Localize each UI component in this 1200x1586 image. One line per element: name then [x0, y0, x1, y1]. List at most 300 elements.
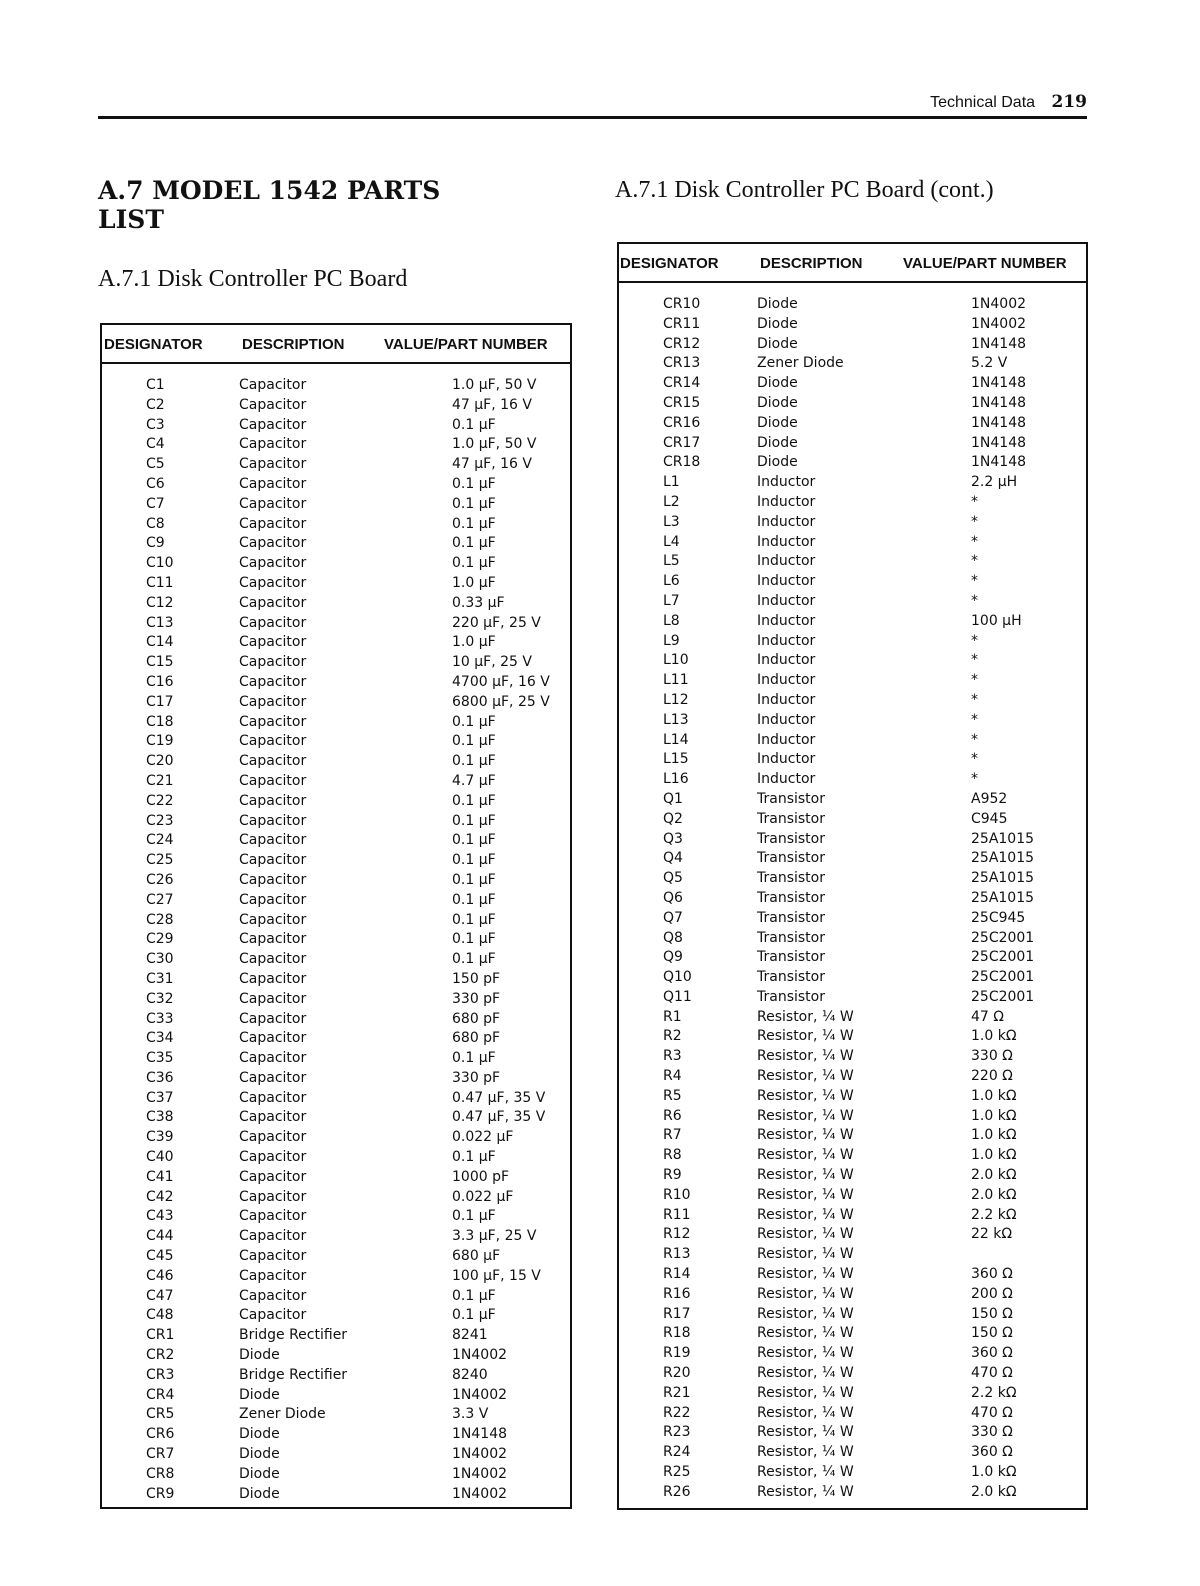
designator-cell: Q3: [663, 830, 683, 847]
designator-cell: C48: [146, 1307, 174, 1324]
designator-cell: R3: [663, 1048, 682, 1065]
table-body: [102, 376, 570, 1504]
description-cell: Diode: [757, 434, 798, 451]
value-cell: 470 Ω: [971, 1365, 1013, 1382]
table-row: [102, 1485, 570, 1505]
designator-cell: R8: [663, 1147, 682, 1164]
table-row: [102, 534, 570, 554]
value-cell: 0.1 µF: [452, 733, 496, 750]
table-row: [102, 1010, 570, 1030]
header-rule: [98, 116, 1087, 119]
table-row: [619, 711, 1086, 731]
designator-cell: R22: [663, 1404, 691, 1421]
description-cell: Capacitor: [239, 970, 307, 987]
designator-cell: C14: [146, 634, 174, 651]
designator-cell: CR9: [146, 1485, 175, 1502]
table-row: [619, 592, 1086, 612]
designator-cell: R23: [663, 1424, 691, 1441]
description-cell: Capacitor: [239, 1208, 307, 1225]
table-row: [102, 891, 570, 911]
value-cell: 8240: [452, 1366, 488, 1383]
description-cell: Resistor, ¼ W: [757, 1444, 854, 1461]
table-row: [102, 1049, 570, 1069]
description-cell: Resistor, ¼ W: [757, 1147, 854, 1164]
value-cell: *: [971, 652, 978, 669]
value-cell: 10 µF, 25 V: [452, 654, 532, 671]
designator-cell: L14: [663, 731, 689, 748]
designator-cell: C16: [146, 673, 174, 690]
table-row: [102, 693, 570, 713]
designator-cell: C30: [146, 951, 174, 968]
value-cell: 25A1015: [971, 830, 1035, 847]
description-cell: Capacitor: [239, 753, 307, 770]
value-cell: 1N4148: [971, 434, 1027, 451]
table-row: [102, 1247, 570, 1267]
designator-cell: C4: [146, 436, 165, 453]
description-cell: Transistor: [757, 988, 825, 1005]
description-cell: Inductor: [757, 573, 816, 590]
designator-cell: C42: [146, 1188, 174, 1205]
table-row: [102, 871, 570, 891]
table-row: [102, 633, 570, 653]
description-cell: Capacitor: [239, 871, 307, 888]
designator-cell: Q8: [663, 929, 683, 946]
value-cell: 0.1 µF: [452, 515, 496, 532]
designator-cell: CR16: [663, 414, 701, 431]
designator-cell: C33: [146, 1010, 174, 1027]
designator-cell: Q5: [663, 870, 683, 887]
value-cell: 1N4002: [452, 1465, 508, 1482]
value-cell: *: [971, 592, 978, 609]
description-cell: Resistor, ¼ W: [757, 1483, 854, 1500]
designator-cell: R14: [663, 1266, 691, 1283]
designator-cell: C46: [146, 1267, 174, 1284]
designator-cell: C44: [146, 1228, 174, 1245]
designator-cell: Q4: [663, 850, 683, 867]
description-cell: Resistor, ¼ W: [757, 1226, 854, 1243]
value-cell: 3.3 µF, 25 V: [452, 1228, 537, 1245]
description-cell: Capacitor: [239, 1109, 307, 1126]
description-cell: Capacitor: [239, 1050, 307, 1067]
value-cell: *: [971, 672, 978, 689]
designator-cell: CR5: [146, 1406, 175, 1423]
table-row: [619, 1285, 1086, 1305]
value-cell: 0.1 µF: [452, 475, 496, 492]
designator-cell: CR3: [146, 1366, 175, 1383]
value-cell: 0.47 µF, 35 V: [452, 1109, 546, 1126]
table-row: [102, 515, 570, 535]
page-number: 219: [1051, 92, 1087, 112]
table-row: [102, 1168, 570, 1188]
table-row: [619, 691, 1086, 711]
table-row: [102, 1386, 570, 1406]
header-designator: DESIGNATOR: [620, 255, 719, 272]
description-cell: Inductor: [757, 553, 816, 570]
table-row: [102, 990, 570, 1010]
value-cell: 0.1 µF: [452, 1208, 496, 1225]
table-row: [619, 533, 1086, 553]
table-row: [619, 1186, 1086, 1206]
designator-cell: R26: [663, 1483, 691, 1500]
value-cell: 330 Ω: [971, 1424, 1013, 1441]
value-cell: 1.0 kΩ: [971, 1464, 1017, 1481]
description-cell: Capacitor: [239, 515, 307, 532]
value-cell: 100 µF, 15 V: [452, 1267, 541, 1284]
description-cell: Bridge Rectifier: [239, 1366, 348, 1383]
designator-cell: R25: [663, 1464, 691, 1481]
designator-cell: C12: [146, 594, 174, 611]
designator-cell: C1: [146, 377, 165, 393]
table-row: [619, 731, 1086, 751]
description-cell: Capacitor: [239, 1069, 307, 1086]
value-cell: 1.0 kΩ: [971, 1028, 1017, 1045]
value-cell: 2.0 kΩ: [971, 1483, 1017, 1500]
description-cell: Capacitor: [239, 535, 307, 552]
description-cell: Inductor: [757, 513, 816, 530]
parts-table-right: [617, 242, 1088, 1510]
table-row: [619, 513, 1086, 533]
table-row: [102, 614, 570, 634]
designator-cell: C27: [146, 891, 174, 908]
designator-cell: C7: [146, 495, 165, 512]
designator-cell: R24: [663, 1444, 691, 1461]
value-cell: *: [971, 553, 978, 570]
table-row: [619, 453, 1086, 473]
description-cell: Capacitor: [239, 990, 307, 1007]
table-row: [619, 849, 1086, 869]
description-cell: Resistor, ¼ W: [757, 1246, 854, 1263]
value-cell: 100 µH: [971, 612, 1022, 629]
description-cell: Resistor, ¼ W: [757, 1048, 854, 1065]
table-row: [619, 889, 1086, 909]
value-cell: 2.0 kΩ: [971, 1186, 1017, 1203]
designator-cell: R6: [663, 1107, 682, 1124]
table-row: [619, 1166, 1086, 1186]
table-row: [102, 1405, 570, 1425]
designator-cell: C24: [146, 832, 174, 849]
value-cell: 47 µF, 16 V: [452, 456, 532, 473]
designator-cell: C34: [146, 1030, 174, 1047]
value-cell: 8241: [452, 1327, 488, 1344]
description-cell: Resistor, ¼ W: [757, 1068, 854, 1085]
table-row: [619, 968, 1086, 988]
table-row: [102, 831, 570, 851]
description-cell: Inductor: [757, 751, 816, 768]
table-row: [619, 1344, 1086, 1364]
table-row: [619, 1107, 1086, 1127]
table-row: [102, 752, 570, 772]
table-row: [619, 1364, 1086, 1384]
table-row: [619, 1047, 1086, 1067]
value-cell: 470 Ω: [971, 1404, 1013, 1421]
designator-cell: R9: [663, 1167, 682, 1184]
designator-cell: C6: [146, 475, 165, 492]
value-cell: 200 Ω: [971, 1285, 1013, 1302]
value-cell: 0.1 µF: [452, 812, 496, 829]
description-cell: Capacitor: [239, 495, 307, 512]
table-row: [102, 1346, 570, 1366]
value-cell: *: [971, 573, 978, 590]
value-cell: 47 Ω: [971, 1008, 1004, 1025]
table-row: [102, 554, 570, 574]
header-description: DESCRIPTION: [242, 336, 345, 353]
designator-cell: C36: [146, 1069, 174, 1086]
table-row: [102, 1465, 570, 1485]
table-row: [619, 948, 1086, 968]
value-cell: 1N4002: [452, 1347, 508, 1364]
table-row: [619, 295, 1086, 315]
designator-cell: C45: [146, 1248, 174, 1265]
designator-cell: CR4: [146, 1386, 175, 1403]
description-cell: Capacitor: [239, 931, 307, 948]
designator-cell: C15: [146, 654, 174, 671]
designator-cell: CR7: [146, 1446, 175, 1463]
designator-cell: C17: [146, 693, 174, 710]
designator-cell: C5: [146, 456, 165, 473]
table-row: [102, 950, 570, 970]
table-row: [102, 1207, 570, 1227]
designator-cell: C21: [146, 772, 174, 789]
designator-cell: Q1: [663, 790, 683, 807]
designator-cell: CR10: [663, 296, 701, 312]
value-cell: 25C2001: [971, 949, 1035, 966]
description-cell: Inductor: [757, 771, 816, 788]
description-cell: Resistor, ¼ W: [757, 1285, 854, 1302]
value-cell: *: [971, 513, 978, 530]
table-row: [102, 376, 570, 396]
table-row: [619, 790, 1086, 810]
designator-cell: C38: [146, 1109, 174, 1126]
table-row: [619, 750, 1086, 770]
value-cell: 1N4148: [452, 1426, 508, 1443]
running-head-section: Technical Data: [930, 94, 1036, 111]
table-row: [619, 1146, 1086, 1166]
designator-cell: Q7: [663, 909, 683, 926]
value-cell: 330 Ω: [971, 1048, 1013, 1065]
description-cell: Transistor: [757, 969, 825, 986]
table-row: [102, 1108, 570, 1128]
description-cell: Capacitor: [239, 1149, 307, 1166]
table-row: [102, 851, 570, 871]
designator-cell: L6: [663, 573, 680, 590]
table-row: [102, 1227, 570, 1247]
value-cell: 150 Ω: [971, 1325, 1013, 1342]
table-row: [102, 1089, 570, 1109]
description-cell: Capacitor: [239, 555, 307, 572]
table-row: [619, 1443, 1086, 1463]
table-row: [102, 1445, 570, 1465]
value-cell: 3.3 V: [452, 1406, 489, 1423]
table-row: [102, 435, 570, 455]
table-row: [619, 651, 1086, 671]
value-cell: 1N4148: [971, 394, 1027, 411]
value-cell: 0.1 µF: [452, 1050, 496, 1067]
designator-cell: L3: [663, 513, 680, 530]
description-cell: Resistor, ¼ W: [757, 1384, 854, 1401]
table-row: [102, 812, 570, 832]
value-cell: *: [971, 493, 978, 510]
designator-cell: R4: [663, 1068, 682, 1085]
description-cell: Capacitor: [239, 772, 307, 789]
designator-cell: C19: [146, 733, 174, 750]
table-row: [102, 495, 570, 515]
table-row: [102, 1069, 570, 1089]
designator-cell: C35: [146, 1050, 174, 1067]
value-cell: 25A1015: [971, 850, 1035, 867]
description-cell: Capacitor: [239, 1168, 307, 1185]
designator-cell: L2: [663, 493, 680, 510]
value-cell: 1.0 µF, 50 V: [452, 436, 537, 453]
description-cell: Inductor: [757, 632, 816, 649]
table-row: [102, 1188, 570, 1208]
description-cell: Resistor, ¼ W: [757, 1107, 854, 1124]
value-cell: 0.1 µF: [452, 951, 496, 968]
designator-cell: L15: [663, 751, 689, 768]
parts-table-left: [100, 323, 572, 1509]
table-body: [619, 295, 1086, 1503]
value-cell: 0.1 µF: [452, 753, 496, 770]
value-cell: 1N4002: [452, 1485, 508, 1502]
designator-cell: Q10: [663, 969, 692, 986]
description-cell: Resistor, ¼ W: [757, 1464, 854, 1481]
designator-cell: L1: [663, 474, 680, 491]
designator-cell: C32: [146, 990, 174, 1007]
description-cell: Resistor, ¼ W: [757, 1028, 854, 1045]
value-cell: *: [971, 751, 978, 768]
value-cell: 360 Ω: [971, 1345, 1013, 1362]
table-row: [619, 414, 1086, 434]
description-cell: Capacitor: [239, 1010, 307, 1027]
designator-cell: CR15: [663, 394, 701, 411]
value-cell: 0.1 µF: [452, 792, 496, 809]
designator-cell: R1: [663, 1008, 682, 1025]
table-row: [619, 1305, 1086, 1325]
designator-cell: Q9: [663, 949, 683, 966]
value-cell: 1N4148: [971, 414, 1027, 431]
table-row: [619, 810, 1086, 830]
table-row: [619, 1324, 1086, 1344]
value-cell: 1.0 µF, 50 V: [452, 377, 537, 393]
description-cell: Transistor: [757, 949, 825, 966]
designator-cell: CR17: [663, 434, 701, 451]
description-cell: Inductor: [757, 493, 816, 510]
designator-cell: C26: [146, 871, 174, 888]
value-cell: 25A1015: [971, 889, 1035, 906]
description-cell: Capacitor: [239, 891, 307, 908]
value-cell: 0.1 µF: [452, 713, 496, 730]
description-cell: Inductor: [757, 691, 816, 708]
table-row: [102, 713, 570, 733]
designator-cell: C47: [146, 1287, 174, 1304]
table-row: [102, 475, 570, 495]
table-row: [619, 335, 1086, 355]
table-row: [102, 574, 570, 594]
designator-cell: C29: [146, 931, 174, 948]
description-cell: Diode: [239, 1426, 280, 1443]
description-cell: Capacitor: [239, 792, 307, 809]
designator-cell: C13: [146, 614, 174, 631]
value-cell: 0.1 µF: [452, 416, 496, 433]
description-cell: Transistor: [757, 889, 825, 906]
table-row: [619, 1027, 1086, 1047]
table-row: [619, 394, 1086, 414]
description-cell: Inductor: [757, 711, 816, 728]
value-cell: 0.1 µF: [452, 871, 496, 888]
value-cell: 22 kΩ: [971, 1226, 1013, 1243]
value-cell: 0.33 µF: [452, 594, 505, 611]
value-cell: 1.0 kΩ: [971, 1127, 1017, 1144]
table-row: [619, 1265, 1086, 1285]
description-cell: Resistor, ¼ W: [757, 1305, 854, 1322]
description-cell: Capacitor: [239, 396, 307, 413]
description-cell: Resistor, ¼ W: [757, 1325, 854, 1342]
table-row: [619, 1126, 1086, 1146]
table-row: [619, 1206, 1086, 1226]
description-cell: Capacitor: [239, 812, 307, 829]
description-cell: Capacitor: [239, 1307, 307, 1324]
description-cell: Inductor: [757, 652, 816, 669]
value-cell: 25A1015: [971, 870, 1035, 887]
value-cell: 680 pF: [452, 1010, 501, 1027]
description-cell: Resistor, ¼ W: [757, 1186, 854, 1203]
description-cell: Resistor, ¼ W: [757, 1167, 854, 1184]
description-cell: Diode: [239, 1446, 280, 1463]
value-cell: 1N4002: [971, 296, 1027, 312]
table-row: [619, 552, 1086, 572]
description-cell: Diode: [757, 315, 798, 332]
table-row: [102, 930, 570, 950]
description-cell: Capacitor: [239, 1129, 307, 1146]
table-row: [619, 1483, 1086, 1503]
description-cell: Capacitor: [239, 436, 307, 453]
description-cell: Diode: [239, 1465, 280, 1482]
designator-cell: L12: [663, 691, 689, 708]
designator-cell: C40: [146, 1149, 174, 1166]
description-cell: Resistor, ¼ W: [757, 1206, 854, 1223]
designator-cell: CR14: [663, 375, 701, 392]
table-row: [102, 1306, 570, 1326]
description-cell: Resistor, ¼ W: [757, 1365, 854, 1382]
designator-cell: C37: [146, 1089, 174, 1106]
value-cell: 0.1 µF: [452, 852, 496, 869]
description-cell: Capacitor: [239, 1287, 307, 1304]
designator-cell: C41: [146, 1168, 174, 1185]
designator-cell: Q11: [663, 988, 692, 1005]
designator-cell: R20: [663, 1365, 691, 1382]
table-row: [619, 434, 1086, 454]
value-cell: 1N4148: [971, 375, 1027, 392]
value-cell: 0.1 µF: [452, 1149, 496, 1166]
value-cell: 2.2 µH: [971, 474, 1018, 491]
header-value: VALUE/PART NUMBER: [903, 255, 1067, 272]
table-row: [102, 911, 570, 931]
description-cell: Inductor: [757, 474, 816, 491]
table-row: [619, 374, 1086, 394]
designator-cell: C2: [146, 396, 165, 413]
description-cell: Inductor: [757, 612, 816, 629]
table-row: [619, 493, 1086, 513]
value-cell: 680 µF: [452, 1248, 501, 1265]
designator-cell: CR1: [146, 1327, 175, 1344]
table-row: [619, 1404, 1086, 1424]
value-cell: 1.0 kΩ: [971, 1147, 1017, 1164]
designator-cell: C39: [146, 1129, 174, 1146]
table-row: [619, 909, 1086, 929]
value-cell: 1.0 kΩ: [971, 1087, 1017, 1104]
designator-cell: L7: [663, 592, 680, 609]
value-cell: 4.7 µF: [452, 772, 496, 789]
table-header: [619, 244, 1086, 283]
